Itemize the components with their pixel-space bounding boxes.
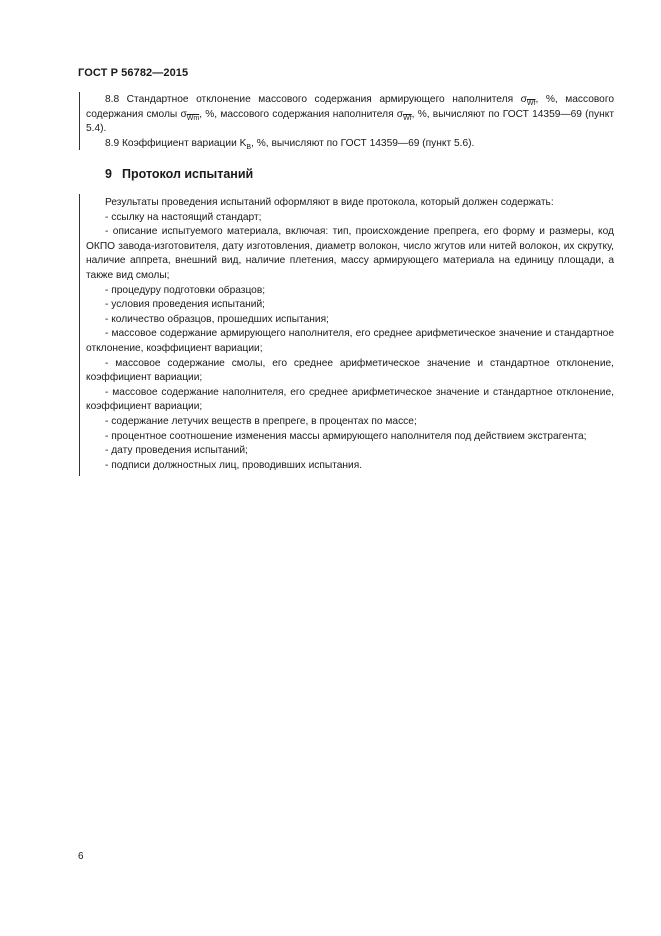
list-item: - массовое содержание смолы, его среднее арифметическое значение и стандартное отклонение, коэффициент вариации; — [86, 357, 614, 384]
section9-title: Протокол испытаний — [122, 167, 254, 181]
p88-lead: 8.8 Стандартное отклонение массового содержания армирующего наполнителя σ — [105, 94, 527, 105]
change-bar-section9 — [79, 194, 80, 476]
section8-text — [86, 93, 614, 151]
list-item: - массовое содержание армирующего наполнителя, его среднее арифметическое значение и стандартное отклонение, коэффициент вариации; — [86, 328, 614, 354]
p88-sub3: Wf — [403, 114, 412, 122]
p88-tail: , %, вычисляют по ГОСТ 14359—69 (пункт 5.4). — [86, 108, 614, 135]
list-item: - описание испытуемого материала, включая: тип, происхождение препрега, его форму и размеры, код ОКПО завода-изготовителя, дату изготовления, диаметр волокон, число жгутов или нитей волокон, их скрутку, наличие аппрета, внешний вид, наличие плетения, массу армирующего материала на единицу площади, а также вид смолы; — [86, 226, 614, 281]
p88-mid1: , %, массового содержания смолы σ — [86, 94, 614, 120]
list-item: - ссылку на настоящий стандарт; — [105, 211, 262, 223]
section9-intro: Результаты проведения испытаний оформляют в виде протокола, который должен содержать: — [105, 197, 554, 208]
p88-sub2: Wm — [186, 114, 200, 122]
list-item: - содержание летучих веществ в препреге, в процентах по массе; — [105, 415, 417, 427]
section9-text — [86, 196, 614, 473]
change-bar-section8 — [79, 92, 80, 150]
section9-heading — [105, 167, 253, 181]
document-header: ГОСТ Р 56782—2015 — [78, 67, 189, 79]
p89-sub: B — [246, 143, 252, 151]
section9-number: 9 — [105, 167, 112, 181]
list-item: - количество образцов, прошедших испытания; — [105, 313, 329, 325]
page-number: 6 — [78, 851, 84, 862]
list-item: - массовое содержание наполнителя, его среднее арифметическое значение и стандартное отклонение, коэффициент вариации; — [86, 386, 614, 413]
p88-mid2: , %, массового содержания наполнителя σ — [199, 108, 404, 120]
list-item: - подписи должностных лиц, проводивших испытания. — [105, 459, 363, 471]
paragraph-8-9 — [86, 137, 614, 152]
list-item: - условия проведения испытаний; — [105, 299, 266, 311]
list-item: - процедуру подготовки образцов; — [105, 284, 266, 296]
p88-sub1: Wf — [526, 100, 536, 108]
p89-lead: 8.9 Коэффициент вариации K — [105, 137, 247, 149]
paragraph-8-8 — [86, 93, 614, 137]
list-item: - дату проведения испытаний; — [105, 445, 248, 457]
p89-tail: , %, вычисляют по ГОСТ 14359—69 (пункт 5.6). — [251, 137, 475, 149]
list-item: - процентное соотношение изменения массы армирующего наполнителя под действием экстрагента; — [105, 430, 587, 442]
